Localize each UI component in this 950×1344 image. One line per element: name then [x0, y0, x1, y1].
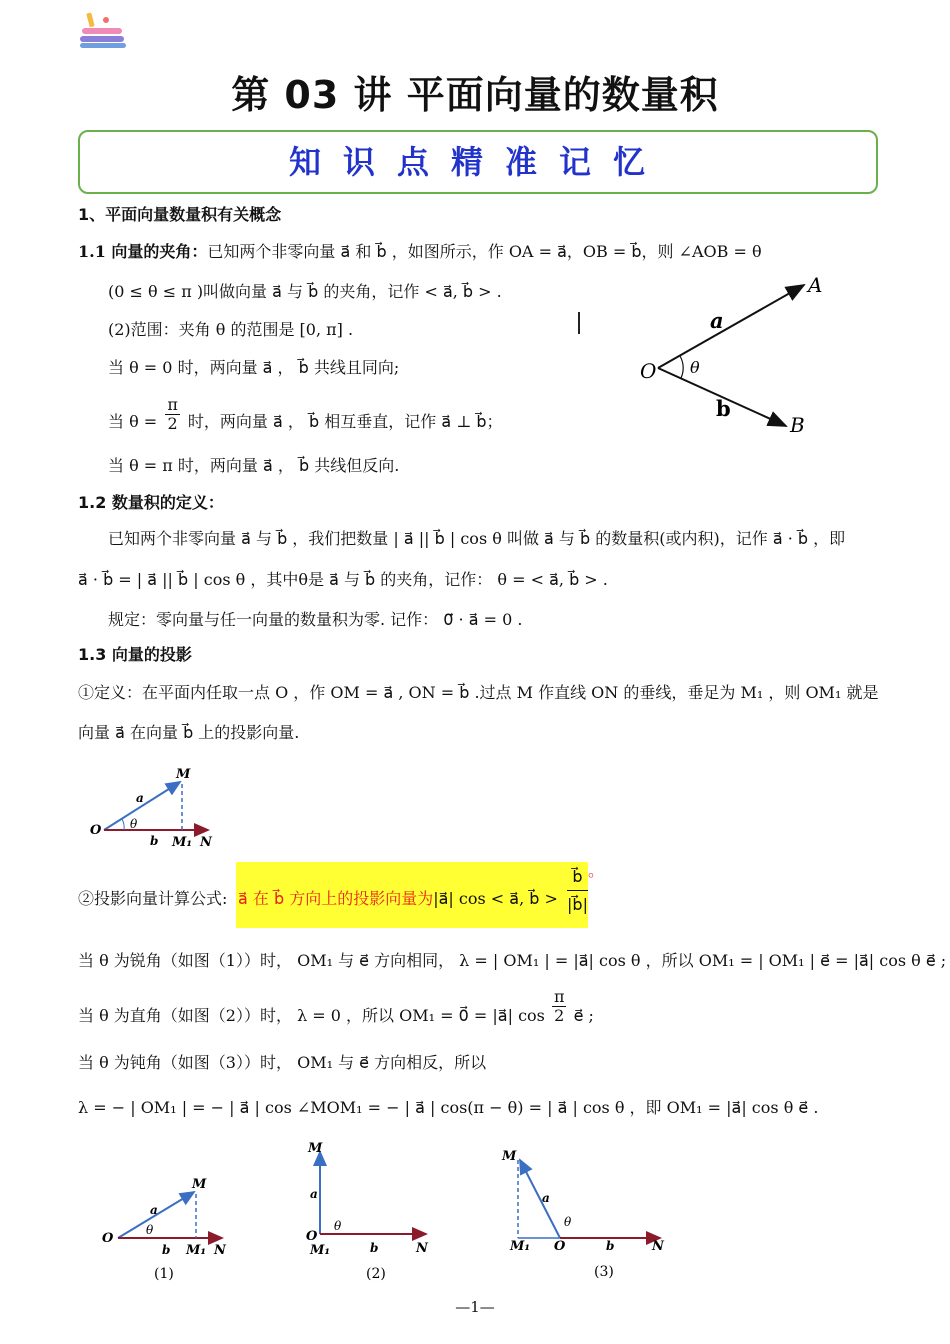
svg-text:a: a: [310, 1187, 318, 1201]
pi-over-2-fraction: [165, 396, 180, 433]
formula-red-text: a⃗ 在 b⃗ 方向上的投影向量为: [238, 889, 434, 908]
heading-1-2: 1.2 数量积的定义：: [78, 493, 224, 512]
formula-mid: |a⃗| cos < a⃗, b⃗ >: [433, 889, 558, 908]
formula-frac-num: b⃗: [567, 864, 588, 891]
perp-prefix: 当 θ =: [108, 412, 158, 431]
figure-1-caption: (1): [154, 1266, 174, 1282]
section-header-box: [78, 130, 878, 194]
svg-text:θ: θ: [334, 1219, 342, 1233]
heading-1: 1、平面向量数量积有关概念: [78, 205, 282, 224]
formula-end: 。: [587, 861, 604, 880]
label-theta: θ: [690, 358, 700, 377]
heading-1-1: 1.1 向量的夹角：: [78, 242, 208, 261]
cursor-bar: [578, 312, 580, 334]
svg-text:θ: θ: [564, 1215, 572, 1229]
angle-definition-text: 已知两个非零向量 a⃗ 和 b⃗ ，如图所示，作 OA = a⃗，OB = b⃗，则 ∠AOB = θ: [207, 242, 762, 261]
svg-text:N: N: [214, 1243, 226, 1258]
books-logo-icon: [78, 10, 130, 50]
svg-text:θ: θ: [146, 1223, 154, 1237]
fraction-numerator: π: [167, 395, 178, 414]
svg-text:b: b: [370, 1241, 379, 1255]
figure-3-obtuse: [501, 1149, 665, 1280]
figure-3-caption: (3): [594, 1264, 614, 1280]
right-fraction: [552, 988, 567, 1025]
svg-text:N: N: [652, 1239, 664, 1254]
svg-text:O: O: [306, 1229, 318, 1244]
section-title: 知识点精准记忆: [288, 143, 667, 181]
angle-range-line: (0 ≤ θ ≤ π )叫做向量 a⃗ 与 b⃗ 的夹角，记作 < a⃗, b⃗ > .: [108, 282, 502, 301]
figure-1-acute: [102, 1177, 227, 1282]
perp-suffix: 时，两向量 a⃗ ， b⃗ 相互垂直，记作 a⃗ ⊥ b⃗；: [187, 412, 503, 431]
svg-text:b: b: [162, 1243, 171, 1257]
svg-text:a: a: [542, 1191, 550, 1205]
svg-text:b: b: [606, 1239, 615, 1253]
zero-vector-rule: 规定：零向量与任一向量的数量积为零. 记作： 0⃗ · a⃗ = 0 .: [108, 610, 523, 629]
projection-def-2: 向量 a⃗ 在向量 b⃗ 上的投影向量.: [78, 723, 300, 742]
figure-2-caption: (2): [366, 1266, 386, 1282]
three-projection-figures: [98, 1130, 698, 1290]
page-title: 第 03 讲 平面向量的数量积: [231, 73, 719, 117]
proj-label-M: M: [176, 767, 191, 782]
angle-arc: [680, 356, 683, 378]
formula-expression: [238, 861, 604, 926]
proj-label-M1: M₁: [172, 835, 193, 850]
proj-angle-arc: [122, 819, 124, 830]
proj-label-a: a: [136, 791, 144, 805]
svg-text:N: N: [416, 1241, 428, 1256]
perpendicular-line: [108, 396, 503, 438]
label-A: A: [808, 273, 823, 297]
obtuse-case-line-1: 当 θ 为钝角（如图（3））时， OM₁ 与 e⃗ 方向相反，所以: [78, 1053, 487, 1072]
projection-figure: [88, 762, 228, 854]
page-number: —1—: [455, 1298, 495, 1316]
dot-product-def-1: 已知两个非零向量 a⃗ 与 b⃗ ，我们把数量 | a⃗ || b⃗ | cos θ 叫做 a⃗ 与 b⃗ 的数量积(或内积)，记作 a⃗ · b⃗ ，即: [108, 529, 846, 548]
svg-text:O: O: [102, 1231, 114, 1246]
heading-1-3: 1.3 向量的投影: [78, 645, 192, 664]
angle-figure: [630, 270, 830, 440]
svg-text:M: M: [192, 1177, 207, 1192]
formula-frac-den: |b⃗|: [567, 895, 588, 914]
fraction-denominator: 2: [167, 414, 178, 433]
right-frac-den: 2: [554, 1006, 565, 1025]
label-b: b: [716, 396, 731, 421]
svg-text:M: M: [308, 1141, 323, 1156]
para-1-1: [78, 239, 762, 262]
projection-def-1: ①定义：在平面内任取一点 O ，作 OM = a⃗ , ON = b⃗ .过点 M 作直线 ON 的垂线，垂足为 M₁ ，则 OM₁ 就是: [78, 683, 879, 702]
vector-a-line: [658, 285, 804, 368]
label-a: a: [710, 308, 724, 333]
right-frac-num: π: [553, 987, 565, 1006]
dot-product-def-2: a⃗ · b⃗ = | a⃗ || b⃗ | cos θ ，其中θ是 a⃗ 与 b⃗ 的夹角，记作： θ = < a⃗, b⃗ > .: [78, 570, 608, 589]
proj-label-N: N: [200, 835, 212, 850]
acute-case-line: 当 θ 为锐角（如图（1））时， OM₁ 与 e⃗ 方向相同， λ = | OM₁ | = |a⃗| cos θ ，所以 OM₁ = | OM₁ | e⃗ = |a⃗| cos θ e⃗ ;: [78, 951, 947, 970]
opposite-direction-line: 当 θ = π 时，两向量 a⃗ ， b⃗ 共线但反向.: [108, 456, 400, 475]
proj-vector-a: [104, 782, 180, 830]
svg-text:M₁: M₁: [510, 1239, 531, 1254]
obtuse-case-line-2: λ = − | OM₁ | = − | a⃗ | cos ∠MOM₁ = − | a⃗ | cos(π − θ) = | a⃗ | cos θ ，即 OM₁ = |a⃗| cos θ e⃗ .: [78, 1098, 819, 1117]
figure-2-right: [306, 1141, 429, 1282]
proj-label-b: b: [150, 834, 159, 848]
angle-range-line-2: (2)范围：夹角 θ 的范围是 [0, π] .: [108, 320, 354, 339]
formula-fraction: [567, 864, 588, 919]
right-suffix: e⃗ ;: [573, 1006, 594, 1025]
svg-text:M₁: M₁: [186, 1243, 207, 1258]
svg-text:M₁: M₁: [310, 1243, 331, 1258]
same-direction-line: 当 θ = 0 时，两向量 a⃗ ， b⃗ 共线且同向;: [108, 358, 400, 377]
right-angle-case-line: [78, 988, 594, 1032]
svg-text:a: a: [150, 1203, 158, 1217]
label-O: O: [640, 359, 657, 383]
svg-text:M: M: [502, 1149, 517, 1164]
proj-label-theta: θ: [130, 817, 138, 831]
label-B: B: [790, 413, 805, 437]
formula-label: ②投影向量计算公式:: [78, 889, 228, 908]
proj-label-O: O: [90, 823, 102, 838]
right-prefix: 当 θ 为直角（如图（2））时， λ = 0 ，所以 OM₁ = 0⃗ = |a⃗| cos: [78, 1006, 545, 1025]
svg-text:O: O: [554, 1239, 566, 1254]
